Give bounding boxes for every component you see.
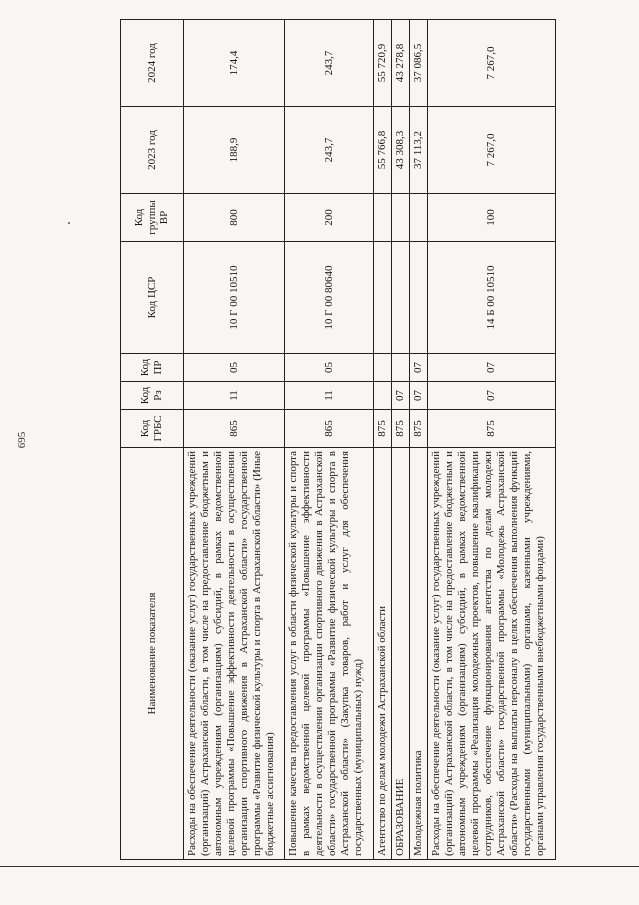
row-rz xyxy=(374,382,392,410)
row-csr: 10 Г 00 10510 xyxy=(184,242,285,354)
row-rz: 11 xyxy=(285,382,374,410)
rotated-table-area xyxy=(120,20,546,860)
table-row xyxy=(409,20,427,860)
row-csr xyxy=(409,242,427,354)
row-grbs: 875 xyxy=(427,410,555,448)
header-pr: Код ПР xyxy=(121,354,184,382)
row-name: Повышение качества предоставления услуг в области физической культуры и спорта в рамках ведомственной целевой программы «Повышение эффективности деятельности в осуществлении организации спортивного движения в Астраханской области» государственной программы «Развитие физической культуры и спорта в Астраханской области» (Закупка товаров, работ и услуг для обеспечения государственных (муниципальных) нужд) xyxy=(285,448,374,860)
row-name: Расходы на обеспечение деятельности (оказание услуг) государственных учреждений (организаций) Астраханской области, в том числе на предоставление бюджетным и автономным учреждениям (организациям) субсидий, в рамках ведомственной целевой программы «Реализация молодежных проектов, повышение квалификации сотрудников, обеспечение функционирования агентства по делам молодежи Астраханской области» государственной программы «Молодежь Астраханской области» (Расходы на выплаты персоналу в целях обеспечения выполнения функций государственными (муниципальными) органами, казенными учреждениями, органами управления государственными внебюджетными фондами) xyxy=(427,448,555,860)
row-pr: 05 xyxy=(285,354,374,382)
row-name: Агентство по делам молодежи Астраханской области xyxy=(374,448,392,860)
table-row xyxy=(285,20,374,860)
row-name: ОБРАЗОВАНИЕ xyxy=(391,448,409,860)
row-rz: 11 xyxy=(184,382,285,410)
header-vr: Код группы ВР xyxy=(121,194,184,242)
table-row xyxy=(374,20,392,860)
row-grbs: 875 xyxy=(391,410,409,448)
row-grbs: 865 xyxy=(285,410,374,448)
row-2023: 55 766,8 xyxy=(374,107,392,194)
row-vr: 200 xyxy=(285,194,374,242)
row-2024: 37 086,5 xyxy=(409,20,427,107)
budget-table xyxy=(120,19,556,860)
row-pr xyxy=(374,354,392,382)
header-name: Наименование показателя xyxy=(121,448,184,860)
scan-bottom-border xyxy=(0,866,639,867)
row-2023: 188,9 xyxy=(184,107,285,194)
row-2024: 243,7 xyxy=(285,20,374,107)
row-2023: 37 113,2 xyxy=(409,107,427,194)
row-2024: 43 278,8 xyxy=(391,20,409,107)
row-csr xyxy=(374,242,392,354)
row-name: Расходы на обеспечение деятельности (оказание услуг) государственных учреждений (организаций) Астраханской области, в том числе на предоставление бюджетным и автономным учреждениям (организациям) субсидий, в рамках ведомственной целевой программы «Повышение эффективности деятельности в осуществлении организации спортивного движения в Астраханской области» государственной программы «Развитие физической культуры и спорта в Астраханской области» (Иные бюджетные ассигнования) xyxy=(184,448,285,860)
table-rotator xyxy=(120,20,546,860)
header-csr: Код ЦСР xyxy=(121,242,184,354)
row-grbs: 875 xyxy=(374,410,392,448)
row-rz: 07 xyxy=(409,382,427,410)
table-row xyxy=(184,20,285,860)
row-vr xyxy=(374,194,392,242)
header-2023: 2023 год xyxy=(121,107,184,194)
row-2024: 7 267,0 xyxy=(427,20,555,107)
row-pr: 07 xyxy=(409,354,427,382)
row-2024: 174,4 xyxy=(184,20,285,107)
header-rz: Код Рз xyxy=(121,382,184,410)
row-rz: 07 xyxy=(427,382,555,410)
row-pr: 07 xyxy=(427,354,555,382)
row-vr: 100 xyxy=(427,194,555,242)
scan-speck xyxy=(68,222,70,224)
row-2023: 7 267,0 xyxy=(427,107,555,194)
header-2024: 2024 год xyxy=(121,20,184,107)
row-name: Молодежная политика xyxy=(409,448,427,860)
row-csr xyxy=(391,242,409,354)
row-2023: 243,7 xyxy=(285,107,374,194)
row-2023: 43 308,3 xyxy=(391,107,409,194)
row-rz: 07 xyxy=(391,382,409,410)
row-pr xyxy=(391,354,409,382)
row-vr xyxy=(409,194,427,242)
row-csr: 14 Б 00 10510 xyxy=(427,242,555,354)
table-row xyxy=(391,20,409,860)
row-vr: 800 xyxy=(184,194,285,242)
header-grbs: Код ГРБС xyxy=(121,410,184,448)
row-grbs: 865 xyxy=(184,410,285,448)
page-number: 695 xyxy=(16,431,28,449)
row-vr xyxy=(391,194,409,242)
table-row xyxy=(427,20,555,860)
row-csr: 10 Г 00 80640 xyxy=(285,242,374,354)
row-2024: 55 720,9 xyxy=(374,20,392,107)
row-pr: 05 xyxy=(184,354,285,382)
row-grbs: 875 xyxy=(409,410,427,448)
header-row xyxy=(121,20,184,860)
